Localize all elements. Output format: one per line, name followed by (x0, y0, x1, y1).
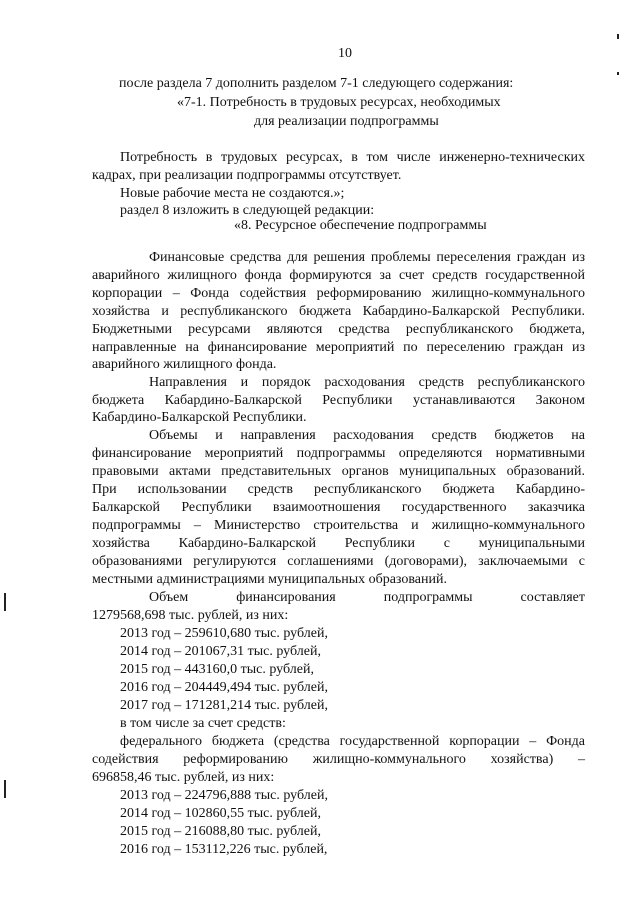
year-total-line: 2017 год – 171281,214 тыс. рублей, (120, 698, 328, 713)
body-line: аварийного жилищного фонда формируются за счет средств государственной (92, 268, 585, 283)
year-federal-line: 2014 год – 102860,55 тыс. рублей, (120, 806, 321, 821)
body-line: хозяйства Кабардино-Балкарской Республики с муниципальными (92, 536, 585, 551)
scan-mark (4, 780, 6, 798)
body-line: 1279568,698 тыс. рублей, из них: (92, 608, 289, 623)
year-total-line: 2016 год – 204449,494 тыс. рублей, (120, 680, 328, 695)
body-line: бюджета Кабардино-Балкарской Республики устанавливаются Законом (92, 393, 585, 408)
body-line: хозяйства и республиканского бюджета Кабардино-Балкарской Республики. (92, 304, 585, 319)
body-line: подпрограммы – Министерство строительства и жилищно-коммунального (92, 518, 585, 533)
year-federal-line: 2016 год – 153112,226 тыс. рублей, (120, 842, 328, 857)
section-8-heading: «8. Ресурсное обеспечение подпрограммы (234, 218, 487, 233)
body-line: Направления и порядок расходования средств республиканского (149, 375, 585, 390)
body-line: образованиями регулируются соглашениями (договорами), заключаемыми с (92, 554, 585, 569)
body-line: Кабардино-Балкарской Республики. (92, 410, 307, 425)
para-line: кадрах, при реализации подпрограммы отсутствует. (92, 168, 402, 183)
body-line: корпорации – Фонда содействия реформированию жилищно-коммунального (92, 286, 585, 301)
including-line: в том числе за счет средств: (120, 716, 286, 731)
federal-line: 696858,46 тыс. рублей, из них: (92, 770, 275, 785)
year-total-line: 2014 год – 201067,31 тыс. рублей, (120, 644, 321, 659)
body-line: Бюджетными ресурсами являются средства республиканского бюджета, (92, 322, 585, 337)
page-number: 10 (338, 46, 352, 61)
body-line: финансирование мероприятий подпрограммы определяются нормативными (92, 446, 585, 461)
intro-line: после раздела 7 дополнить разделом 7-1 следующего содержания: (119, 76, 514, 91)
body-line: Финансовые средства для решения проблемы переселения граждан из (149, 250, 585, 265)
body-line: направленные на финансирование мероприятий по переселению граждан из (92, 340, 585, 355)
section-7-1-heading-line-2: для реализации подпрограммы (254, 114, 439, 129)
body-line: Объем финансирования подпрограммы составляет (149, 590, 585, 605)
section-7-1-heading-line-1: «7-1. Потребность в трудовых ресурсах, необходимых (177, 95, 501, 110)
year-federal-line: 2013 год – 224796,888 тыс. рублей, (120, 788, 328, 803)
scan-mark (617, 72, 619, 75)
body-line: местными администрациями муниципальных образований. (92, 572, 447, 587)
scan-mark (4, 593, 6, 611)
year-total-line: 2013 год – 259610,680 тыс. рублей, (120, 626, 328, 641)
para-line: Потребность в трудовых ресурсах, в том числе инженерно-технических (120, 150, 585, 165)
scan-mark (617, 34, 619, 39)
body-line: аварийного жилищного фонда. (92, 357, 277, 372)
body-line: Объемы и направления расходования средств бюджетов на (149, 428, 585, 443)
body-line: правовыми актами представительных органов муниципальных образований. (92, 464, 585, 479)
para-line: Новые рабочие места не создаются.»; (120, 186, 345, 201)
para-line: раздел 8 изложить в следующей редакции: (120, 203, 375, 218)
body-line: Балкарской Республики взаимоотношения государственного заказчика (92, 500, 585, 515)
federal-line: содействия реформированию жилищно-коммунального хозяйства) – (92, 752, 585, 767)
federal-line: федерального бюджета (средства государственной корпорации – Фонда (120, 734, 585, 749)
body-line: При использовании средств республиканского бюджета Кабардино- (92, 482, 585, 497)
year-federal-line: 2015 год – 216088,80 тыс. рублей, (120, 824, 321, 839)
year-total-line: 2015 год – 443160,0 тыс. рублей, (120, 662, 314, 677)
